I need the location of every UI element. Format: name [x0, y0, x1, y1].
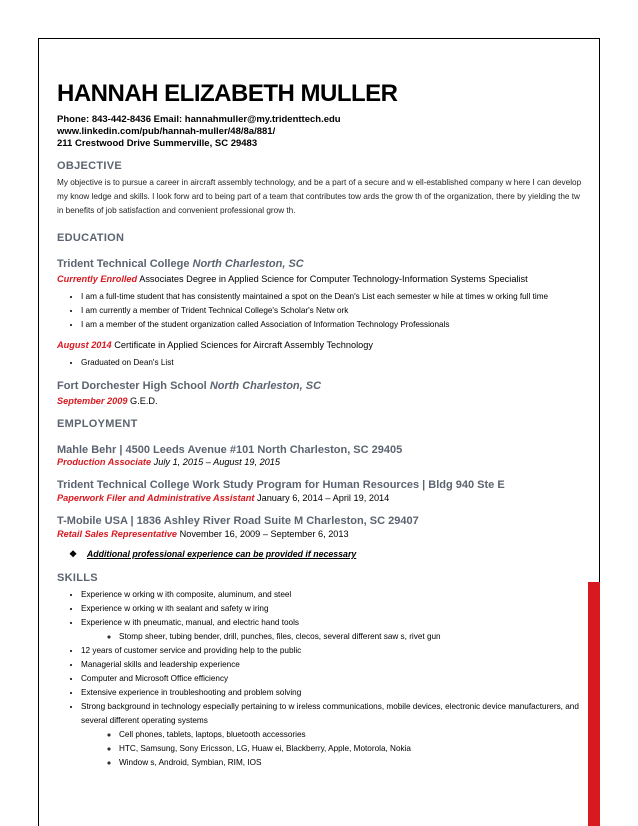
- enrolled-line: [57, 274, 587, 284]
- list-item: ◦ Cell phones, tablets, laptops, bluetooth accessories: [119, 728, 587, 742]
- ged-date: September 2009: [57, 396, 128, 406]
- ged-line: [57, 396, 587, 406]
- list-item: • Experience w orking w ith composite, aluminum, and steel: [81, 588, 587, 602]
- job-3-line: [57, 529, 587, 539]
- skills-heading: SKILLS: [57, 572, 98, 584]
- objective-heading: OBJECTIVE: [57, 160, 123, 172]
- skills-list: [57, 588, 587, 770]
- cert-text: Certificate in Applied Sciences for Aircraft Assembly Technology: [114, 340, 373, 350]
- school-1-location: North Charleston, SC: [192, 258, 304, 270]
- job-1-line: [57, 457, 587, 467]
- school-2-location: North Charleston, SC: [209, 380, 322, 392]
- cert-line: [57, 340, 587, 350]
- school-1-title: [57, 258, 587, 270]
- list-item: • Experience w orking w ith sealant and safety w iring: [81, 602, 587, 616]
- employment-heading: EMPLOYMENT: [57, 418, 138, 430]
- job-2-dates: January 6, 2014 – April 19, 2014: [256, 493, 390, 503]
- list-item: ◦ Window s, Android, Symbian, RIM, IOS: [119, 756, 587, 770]
- list-item: • Managerial skills and leadership experience: [81, 658, 587, 672]
- list-item: • I am a member of the student organization called Association of Information Technology Professionals: [81, 318, 587, 332]
- note-text: Additional professional experience can be provided if necessary: [86, 549, 357, 559]
- list-item: • Extensive experience in troubleshooting and problem solving: [81, 686, 587, 700]
- list-item: • I am currently a member of Trident Technical College's Scholar's Netw ork: [81, 304, 587, 318]
- list-item: [81, 700, 587, 770]
- ged-text: G.E.D.: [130, 396, 158, 406]
- contact-address: 211 Crestwood Drive Summerville, SC 29483: [57, 138, 258, 149]
- list-item: ◦ Stomp sheer, tubing bender, drill, punches, files, clecos, several different saw s, rivet gun: [119, 630, 587, 644]
- contact-linkedin: www.linkedin.com/pub/hannah-muller/48/8a/881/: [57, 126, 276, 137]
- list-item: • I am a full-time student that has consistently maintained a spot on the Dean's List each semester w hile at times w orking full time: [81, 290, 587, 304]
- enrolled-text: Associates Degree in Applied Science for Computer Technology-Information Systems Specialist: [139, 274, 528, 284]
- job-1-title: Production Associate: [57, 457, 152, 467]
- skill-text: Strong background in technology especially pertaining to w ireless communications, mobile devices, electronic device manufacturers, and several different operating systems: [81, 702, 579, 725]
- list-item: • 12 years of customer service and providing help to the public: [81, 644, 587, 658]
- education-heading: EDUCATION: [57, 232, 125, 244]
- job-2-title: Paperwork Filer and Administrative Assistant: [57, 493, 255, 503]
- enrolled-label: Currently Enrolled: [57, 274, 138, 284]
- tech-sublist: [81, 728, 587, 770]
- tools-sublist: [81, 630, 587, 644]
- job-1-dates: July 1, 2015 – August 19, 2015: [153, 457, 281, 467]
- job-2-line: [57, 493, 587, 503]
- list-item: [81, 616, 587, 644]
- additional-experience-note: [69, 549, 587, 560]
- job-3-dates: November 16, 2009 – September 6, 2013: [179, 529, 349, 539]
- job-2-employer: Trident Technical College Work Study Program for Human Resources | Bldg 940 Ste E: [57, 479, 505, 491]
- cert-date: August 2014: [57, 340, 112, 350]
- list-item: • Graduated on Dean's List: [81, 356, 587, 370]
- education-bullets-1: [57, 290, 587, 332]
- red-accent-bar: [588, 582, 600, 826]
- resume-content: [57, 80, 587, 770]
- skill-text: Experience w ith pneumatic, manual, and electric hand tools: [81, 618, 300, 627]
- contact-phone-email: Phone: 843-442-8436 Email: hannahmuller@my.tridenttech.edu: [57, 114, 341, 125]
- job-3-employer: T-Mobile USA | 1836 Ashley River Road Suite M Charleston, SC 29407: [57, 515, 419, 527]
- list-item: ◦ HTC, Samsung, Sony Ericsson, LG, Huaw ei, Blackberry, Apple, Motorola, Nokia: [119, 742, 587, 756]
- job-1-employer: Mahle Behr | 4500 Leeds Avenue #101 North Charleston, SC 29405: [57, 444, 403, 456]
- list-item: • Computer and Microsoft Office efficiency: [81, 672, 587, 686]
- job-3-title: Retail Sales Representative: [57, 529, 178, 539]
- school-2-title: [57, 380, 587, 392]
- diamond-bullet-icon: ❖: [69, 549, 77, 559]
- school-1-name: Trident Technical College: [57, 258, 190, 270]
- objective-text: My objective is to pursue a career in aircraft assembly technology, and be a part of a secure and w ell-established company w here I can develop my know ledge and skills. I look forw ard to being part of a team that contributes tow ards the grow th of the organization, there by yielding the tw in benefits of job satisfaction and convenient professional grow th.: [57, 178, 582, 215]
- resume-name: HANNAH ELIZABETH MULLER: [57, 80, 398, 107]
- contact-block: [57, 114, 587, 150]
- education-bullets-2: [57, 356, 587, 370]
- school-2-name: Fort Dorchester High School: [57, 380, 207, 392]
